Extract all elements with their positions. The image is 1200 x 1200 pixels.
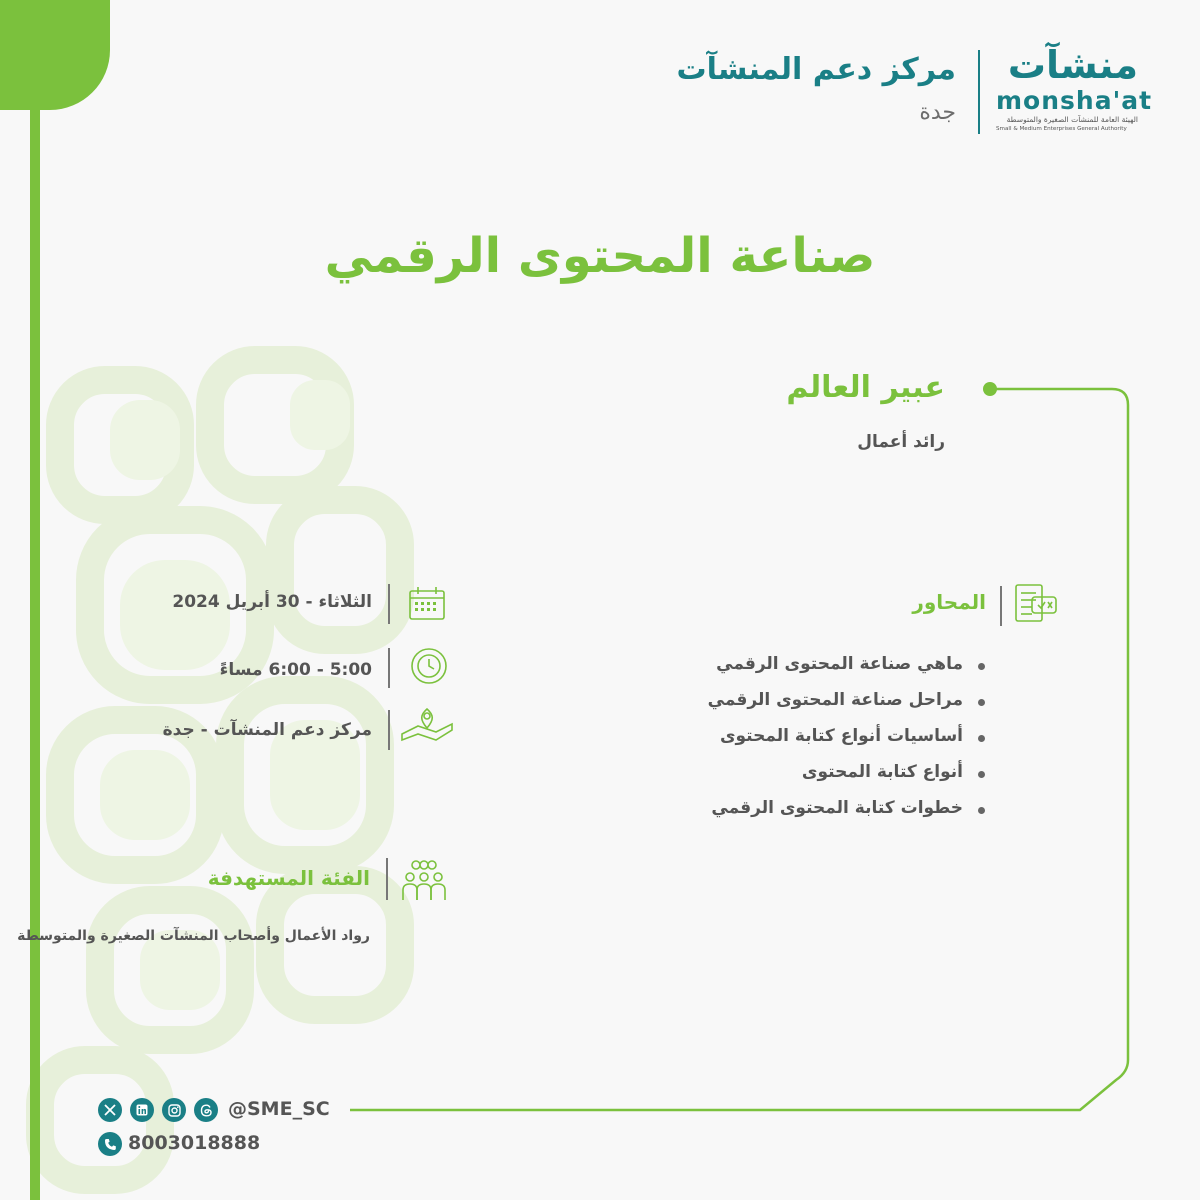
center-city: جدة <box>919 100 956 125</box>
x-icon[interactable] <box>98 1098 122 1122</box>
logo-arabic: منشآت <box>1007 43 1138 87</box>
list-item: أنواع كتابة المحتوى <box>600 762 985 798</box>
bullet <box>978 699 985 706</box>
date-divider <box>388 584 390 624</box>
topics-divider <box>1000 586 1002 626</box>
threads-icon[interactable] <box>194 1098 218 1122</box>
audience-text: رواد الأعمال وأصحاب المنشآت الصغيرة والمتوسطة <box>17 928 370 944</box>
topics-list <box>600 654 985 834</box>
logo-subtitle-english: Small & Medium Enterprises General Authority <box>996 126 1127 132</box>
event-time: 5:00 - 6:00 مساءً <box>219 660 372 680</box>
audience-heading: الفئة المستهدفة <box>207 866 370 890</box>
checklist-chat-icon <box>1014 583 1058 625</box>
list-item: ماهي صناعة المحتوى الرقمي <box>600 654 985 690</box>
location-divider <box>388 710 390 750</box>
center-name: مركز دعم المنشآت <box>676 52 956 87</box>
bullet <box>978 771 985 778</box>
event-title: صناعة المحتوى الرقمي <box>324 228 876 284</box>
topics-heading: المحاور <box>912 590 986 614</box>
speaker-name: عبير العالم <box>786 370 945 405</box>
speaker-role: رائد أعمال <box>857 432 945 452</box>
map-pin-icon <box>400 706 454 746</box>
list-item: أساسيات أنواع كتابة المحتوى <box>600 726 985 762</box>
bullet <box>978 735 985 742</box>
bullet <box>978 807 985 814</box>
event-date: الثلاثاء - 30 أبريل 2024 <box>172 592 372 612</box>
calendar-icon <box>408 586 446 622</box>
instagram-icon[interactable] <box>162 1098 186 1122</box>
social-handle[interactable]: @SME_SC <box>228 1098 330 1120</box>
left-accent-bar <box>30 0 40 1200</box>
header-divider <box>978 50 980 134</box>
logo-subtitle-arabic: الهيئة العامة للمنشآت الصغيرة والمتوسطة <box>1006 115 1138 124</box>
bullet <box>978 663 985 670</box>
people-group-icon <box>400 858 448 902</box>
time-divider <box>388 648 390 688</box>
list-item: خطوات كتابة المحتوى الرقمي <box>600 798 985 834</box>
phone-icon <box>98 1132 122 1156</box>
phone-number[interactable]: 8003018888 <box>128 1132 261 1154</box>
clock-icon <box>408 646 448 686</box>
audience-divider <box>386 858 388 900</box>
list-item: مراحل صناعة المحتوى الرقمي <box>600 690 985 726</box>
event-location: مركز دعم المنشآت - جدة <box>162 720 372 740</box>
linkedin-icon[interactable] <box>130 1098 154 1122</box>
logo-english: monsha'at <box>996 86 1153 115</box>
